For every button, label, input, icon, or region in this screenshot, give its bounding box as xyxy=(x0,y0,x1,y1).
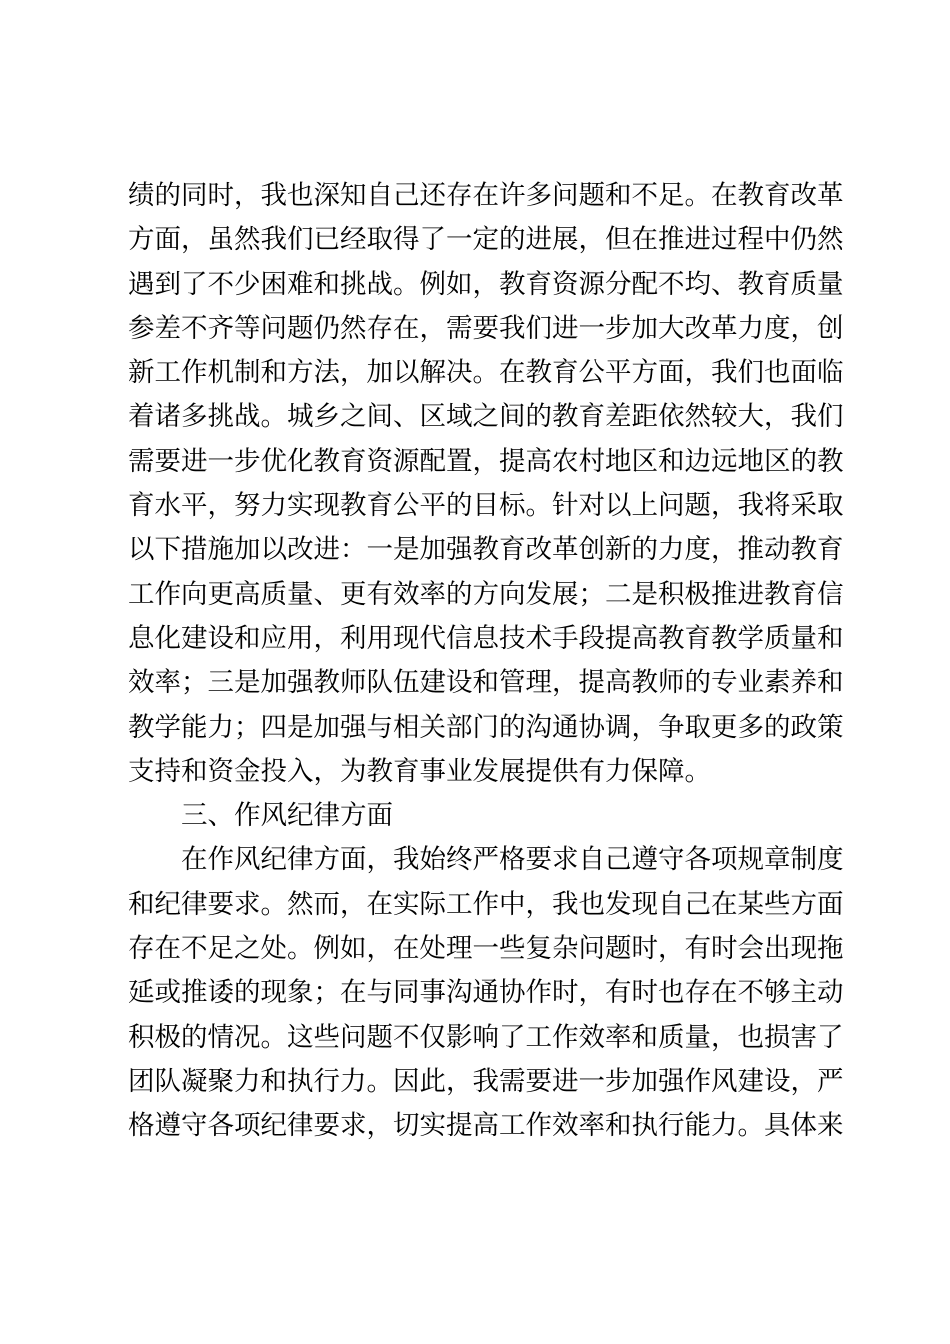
text-line: 方面，虽然我们已经取得了一定的进展，但在推进过程中仍然 xyxy=(128,224,844,256)
text-line: 存在不足之处。例如，在处理一些复杂问题时，有时会出现拖 xyxy=(128,933,844,965)
text-line: 育水平，努力实现教育公平的目标。针对以上问题，我将采取 xyxy=(128,490,844,522)
text-line: 效率；三是加强教师队伍建设和管理，提高教师的专业素养和 xyxy=(128,667,844,699)
text-line: 息化建设和应用，利用现代信息技术手段提高教育教学质量和 xyxy=(128,622,844,654)
document-body xyxy=(128,174,844,1149)
text-line: 在作风纪律方面，我始终严格要求自己遵守各项规章制度 xyxy=(181,844,844,876)
text-line: 支持和资金投入，为教育事业发展提供有力保障。 xyxy=(128,755,711,787)
text-line: 教学能力；四是加强与相关部门的沟通协调，争取更多的政策 xyxy=(128,711,844,743)
section-heading: 三、作风纪律方面 xyxy=(181,800,393,832)
text-line: 需要进一步优化教育资源配置，提高农村地区和边远地区的教 xyxy=(128,445,844,477)
text-line: 以下措施加以改进：一是加强教育改革创新的力度，推动教育 xyxy=(128,534,844,566)
text-line: 参差不齐等问题仍然存在，需要我们进一步加大改革力度，创 xyxy=(128,312,844,344)
text-line: 新工作机制和方法，加以解决。在教育公平方面，我们也面临 xyxy=(128,357,844,389)
text-line: 着诸多挑战。城乡之间、区域之间的教育差距依然较大，我们 xyxy=(128,401,844,433)
text-line: 遇到了不少困难和挑战。例如，教育资源分配不均、教育质量 xyxy=(128,268,844,300)
text-line: 和纪律要求。然而，在实际工作中，我也发现自己在某些方面 xyxy=(128,888,844,920)
text-line: 团队凝聚力和执行力。因此，我需要进一步加强作风建设，严 xyxy=(128,1065,844,1097)
text-line: 格遵守各项纪律要求，切实提高工作效率和执行能力。具体来 xyxy=(128,1110,844,1142)
text-line: 绩的同时，我也深知自己还存在许多问题和不足。在教育改革 xyxy=(128,180,844,211)
text-line: 工作向更高质量、更有效率的方向发展；二是积极推进教育信 xyxy=(128,578,844,610)
text-line: 积极的情况。这些问题不仅影响了工作效率和质量，也损害了 xyxy=(128,1021,844,1053)
text-line: 延或推诿的现象；在与同事沟通协作时，有时也存在不够主动 xyxy=(128,977,844,1009)
paragraph-education-reform xyxy=(128,174,844,794)
paragraph-work-discipline xyxy=(128,838,844,1148)
